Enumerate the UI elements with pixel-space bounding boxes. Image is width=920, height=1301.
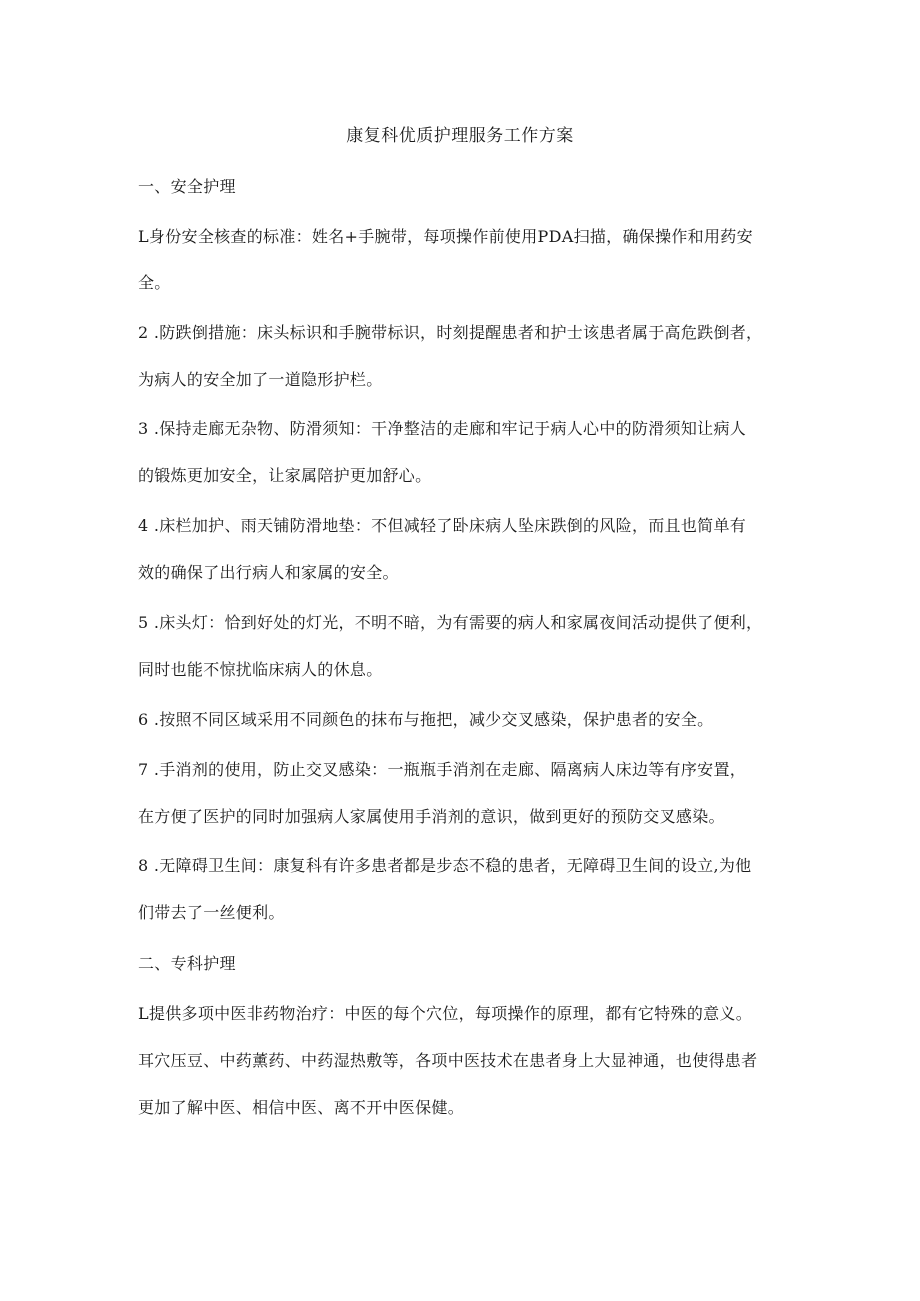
paragraph-line: 的锻炼更加安全，让家属陪护更加舒心。 (138, 466, 432, 485)
paragraph-line: 更加了解中医、相信中医、离不开中医保健。 (138, 1098, 465, 1117)
paragraph-line: 在方便了医护的同时加强病人家属使用手消剂的意识，做到更好的预防交叉感染。 (138, 807, 725, 826)
paragraph-line: 耳穴压豆、中药薰药、中药湿热敷等，各项中医技术在患者身上大显神通，也使得患者 (138, 1051, 758, 1070)
paragraph-line: 6 .按照不同区域采用不同颜色的抹布与拖把，减少交叉感染，保护患者的安全。 (138, 710, 714, 729)
paragraph-line: 们带去了一丝便利。 (138, 903, 285, 922)
paragraph-line: 5 .床头灯：恰到好处的灯光，不明不暗，为有需要的病人和家属夜间活动提供了便利， (138, 613, 763, 632)
paragraph-line: 3 .保持走廊无杂物、防滑须知：干净整洁的走廊和牢记于病人心中的防滑须知让病人 (138, 419, 747, 438)
paragraph-line: 4 .床栏加护、雨天铺防滑地垫：不但减轻了卧床病人坠床跌倒的风险，而且也简单有 (138, 516, 747, 535)
paragraph-line: L提供多项中医非药物治疗：中医的每个穴位，每项操作的原理，都有它特殊的意义。 (138, 1004, 753, 1023)
section-heading-safety: 一、安全护理 (138, 177, 236, 196)
paragraph-line: 7 .手消剂的使用，防止交叉感染：一瓶瓶手消剂在走廊、隔离病人床边等有序安置， (138, 760, 747, 779)
paragraph-line: L身份安全核查的标准：姓名+手腕带，每项操作前使用PDA扫描，确保操作和用药安 (138, 227, 753, 246)
paragraph-line: 效的确保了出行病人和家属的安全。 (138, 563, 399, 582)
paragraph-line: 8 .无障碍卫生间：康复科有许多患者都是步态不稳的患者，无障碍卫生间的设立,为他 (138, 856, 752, 875)
document-title: 康复科优质护理服务工作方案 (346, 126, 574, 146)
section-heading-specialty: 二、专科护理 (138, 954, 236, 973)
paragraph-line: 全。 (138, 273, 171, 292)
paragraph-line: 2 .防跌倒措施：床头标识和手腕带标识，时刻提醒患者和护士该患者属于高危跌倒者， (138, 323, 763, 342)
paragraph-line: 为病人的安全加了一道隐形护栏。 (138, 370, 383, 389)
paragraph-line: 同时也能不惊扰临床病人的休息。 (138, 660, 383, 679)
